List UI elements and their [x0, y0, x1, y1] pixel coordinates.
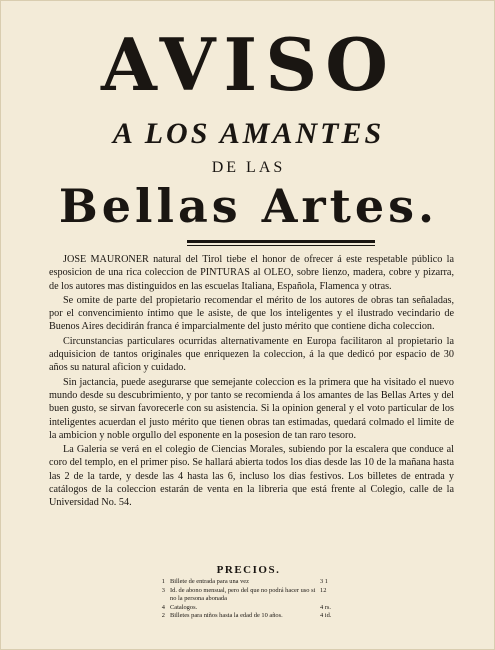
price-amount: 12	[320, 586, 327, 594]
prices-heading: PRECIOS.	[216, 564, 281, 576]
price-row	[151, 578, 381, 587]
paragraph: Circunstancias particulares ocurridas alternativamente en Europa facilitaron al propietario la adquisicion de tantos originales que enriquezen la coleccion, á la que dedicó por espacio de 30 años su natural aficion y cuidado.	[49, 335, 454, 374]
price-row	[151, 587, 381, 604]
paragraph: La Galeria se verá en el colegio de Ciencias Morales, subiendo por la escalera que conduce al coro del templo, en el primer piso. Se hallará abierta todos los dias desde las 10 de la mañana hasta las 2 de la tarde, y desde las 4 hasta las 6, incluso los dias festivos. Los billetes de entrada y catálogos de la coleccion estarán de venta en la libreria que está frente al Colegio, calle de la Universidad No. 54.	[49, 444, 454, 509]
announcement-body	[49, 253, 454, 511]
price-list	[151, 578, 381, 621]
paragraph: Se omite de parte del propietario recomendar el mérito de los autores de obras tan señaladas, por el convencimiento íntimo que le asiste, de que los inteligentes y el ilustrado vecindario de Buenos Aires decidirán franca é imparcialmente del justo mérito que contiene dicha coleccion.	[49, 294, 454, 333]
price-quantity: 4	[161, 603, 165, 611]
price-description: Id. de abono mensual, pero del que no podrá hacer uso si no la persona abonada	[170, 586, 316, 602]
poster-title: AVISO	[101, 22, 396, 107]
price-quantity: 2	[161, 612, 165, 619]
price-quantity: 1	[161, 578, 165, 585]
price-row	[151, 604, 381, 613]
price-description: Billete de entrada para una vez	[170, 578, 249, 585]
price-description: Catalogos.	[170, 603, 198, 611]
price-amount: 4 rs.	[320, 603, 332, 611]
price-row	[151, 612, 381, 621]
price-description: Billetes para niños hasta la edad de 10 años.	[170, 612, 283, 619]
poster-arts-heading: Bellas Artes.	[58, 179, 439, 233]
price-quantity: 3	[161, 586, 165, 594]
poster-connector: DE LAS	[211, 159, 286, 176]
price-amount: 4 id.	[320, 612, 332, 619]
paragraph: JOSE MAURONER natural del Tirol tiebe el honor de ofrecer á este respetable público la esposicion de una rica coleccion de PINTURAS al OLEO, sobre lienzo, madera, cobre y pizarra, de los autores mas distinguidos en las escuelas Italiana, Española, Flamenca y otras.	[49, 254, 454, 292]
paragraph: Sin jactancia, puede asegurarse que semejante coleccion es la primera que ha visitado el nuevo mundo desde su descubrimiento, y por tanto se recomienda á los amantes de las Bellas Artes y del buen gusto, se sirvan favorecerle con su asistencia. Si la opinion general y el voto particular de los inteligentes acuerdan el justo mérito que tienen obras tan estimadas, quedará colmado el limite de la ambicion y noble orgullo del esponente en la posesion de tan raro tesoro.	[49, 376, 454, 441]
poster-subtitle: A LOS AMANTES	[112, 117, 385, 150]
price-amount: 3 1	[320, 578, 328, 585]
decorative-rule	[187, 240, 375, 246]
